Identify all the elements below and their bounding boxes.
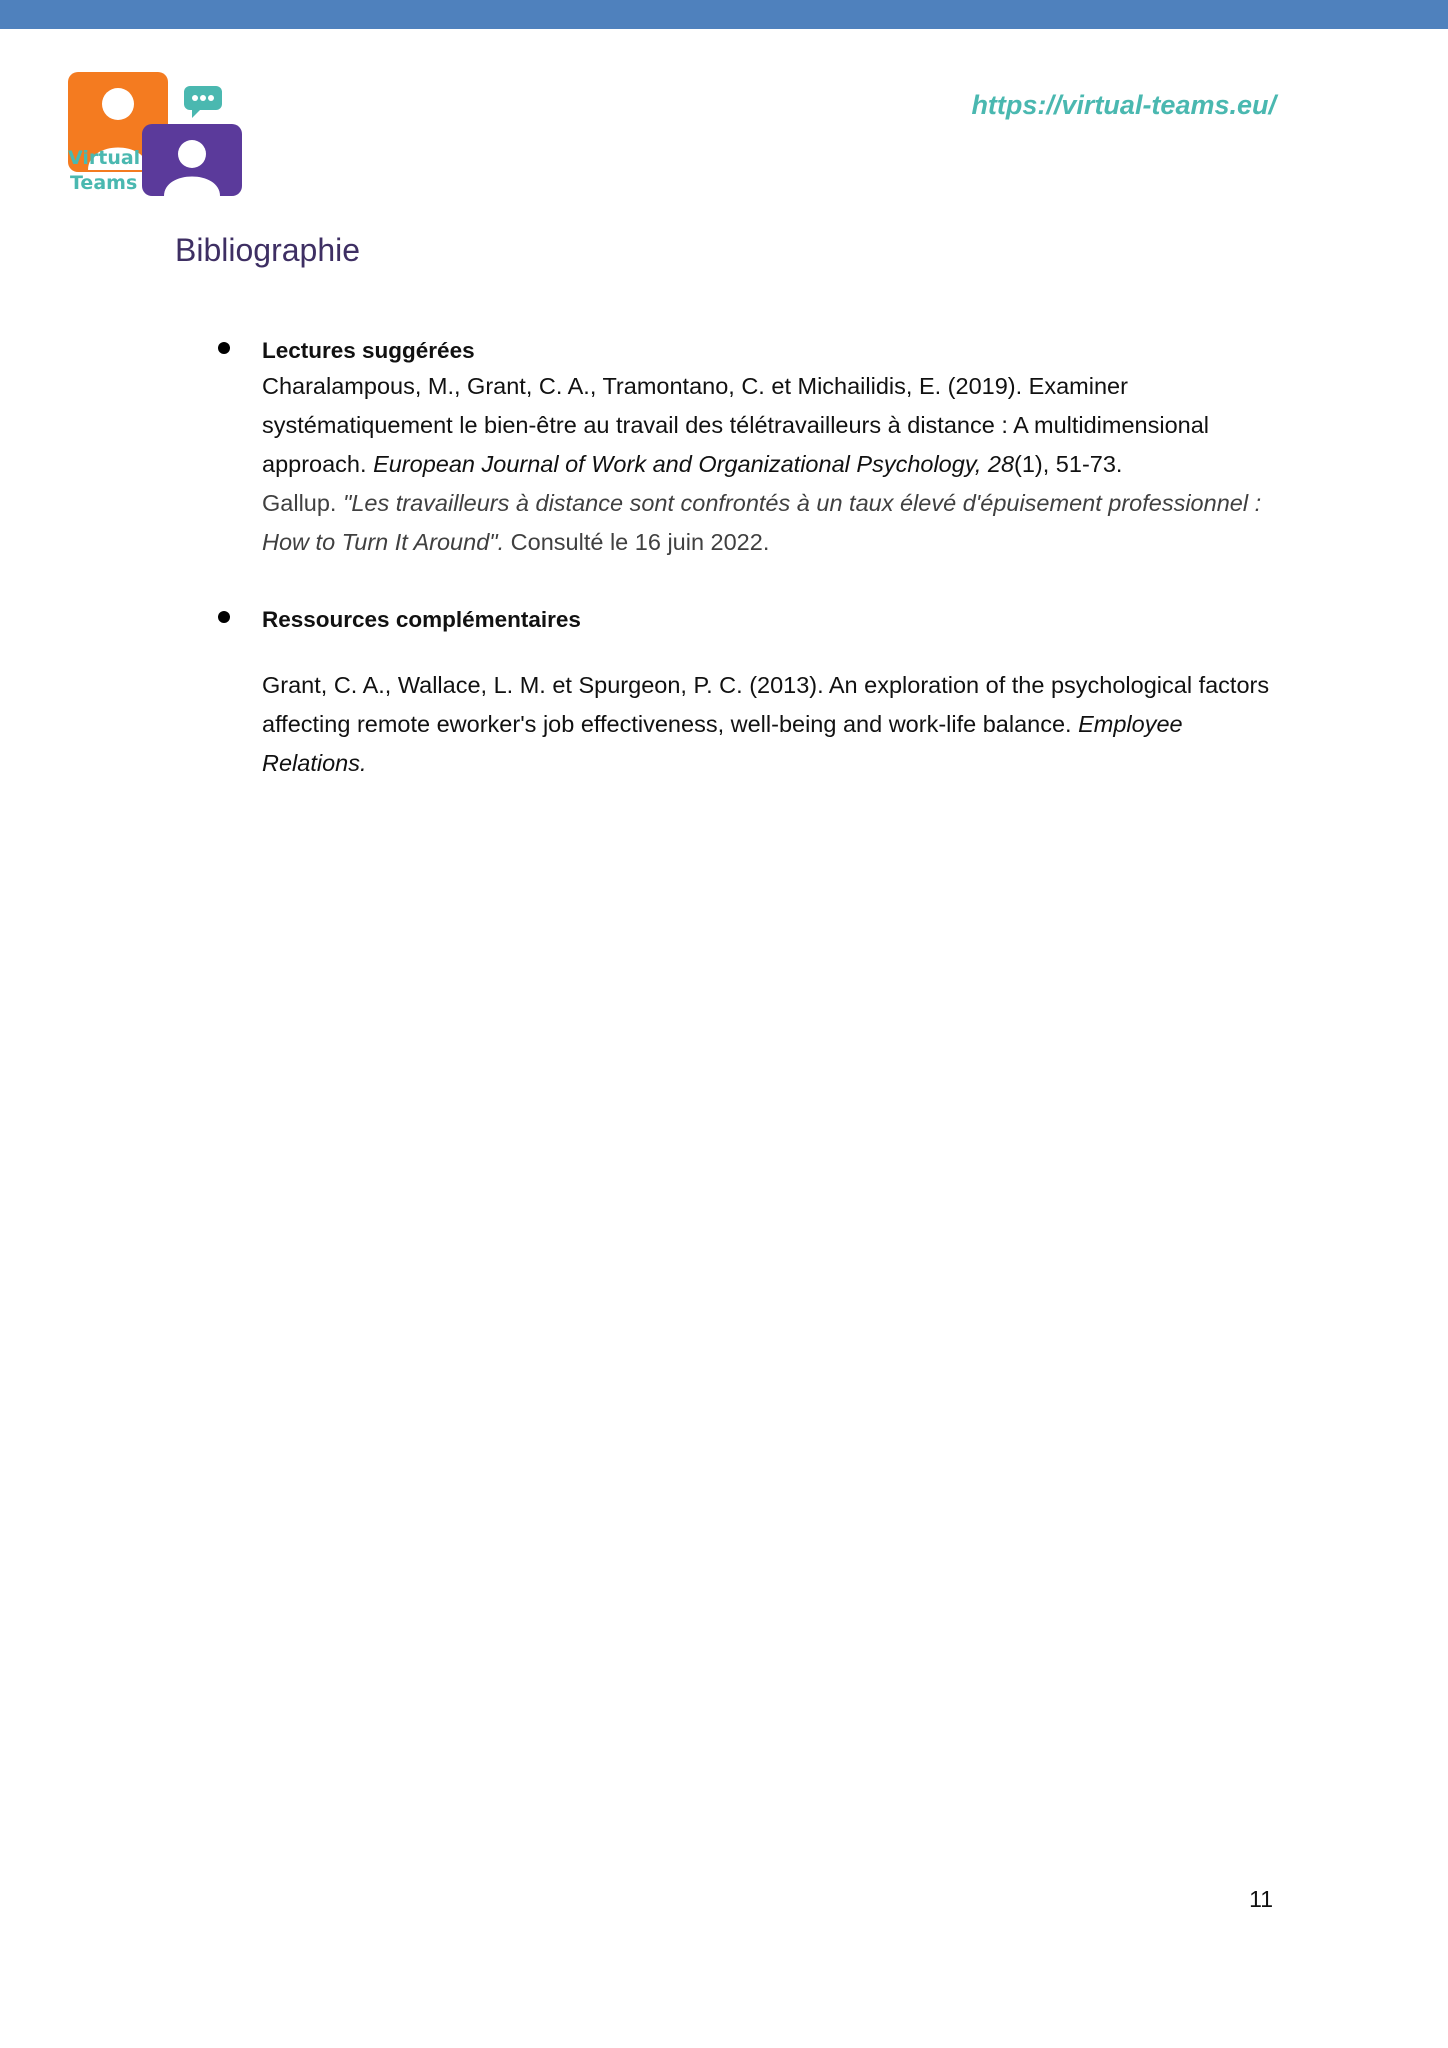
bullet-icon [218,611,230,623]
bibliography-entry [262,484,1272,562]
page-number: 11 [1249,1886,1273,1912]
entry-authors: Charalampous, M., Grant, C. A., Tramontano, C. et Michailidis, E. (2019). Examiner systématiquement le bien-être au travail des télétravailleurs à distance : A multidimensional approach. [262,373,1210,477]
site-url-link[interactable]: https://virtual-teams.eu/ [971,90,1276,120]
section-title: Bibliographie [175,232,361,268]
suggested-readings-heading [262,336,1272,366]
entry-tail: (1), 51-73. [1014,451,1123,477]
entry-text: Grant, C. A., Wallace, L. M. et Spurgeon, P. C. (2013). An exploration of the psychological factors affecting remote eworker's job effectiveness, well-being and work-life balance. [262,672,1270,737]
top-banner [0,0,1448,29]
virtual-teams-logo [66,70,246,198]
additional-resources-heading [262,605,1272,635]
bullet-icon [218,342,230,354]
svg-text:Teams: Teams [70,172,138,194]
additional-resources-section [262,605,1272,783]
suggested-readings-label: Lectures suggérées [262,338,475,363]
entry-tail: Consulté le 16 juin 2022. [510,529,770,555]
additional-resources-label: Ressources complémentaires [262,607,581,632]
bibliography-entry [262,666,1272,783]
svg-text:Virtual: Virtual [68,147,141,169]
entry-title: "Les travailleurs à distance sont confrontés à un taux élevé d'épuisement professionnel : How to Turn It Around". [262,490,1262,555]
entry-journal: European Journal of Work and Organizational Psychology, 28 [373,451,1015,477]
suggested-readings-section [262,336,1272,562]
bibliography-entry [262,367,1272,484]
entry-journal: Employee Relations. [262,711,1183,776]
entry-author: Gallup. [262,490,343,516]
